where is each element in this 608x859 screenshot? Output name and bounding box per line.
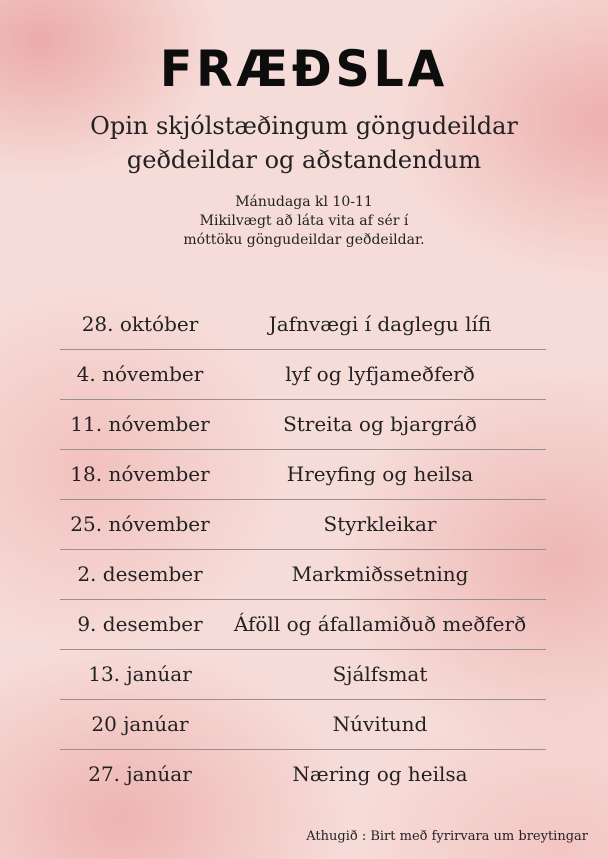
schedule-topic: Jafnvægi í daglegu lífi: [268, 312, 492, 336]
schedule-topic: Streita og bjargráð: [283, 412, 477, 436]
schedule-row: [60, 650, 546, 700]
info-line-2: Mikilvægt að láta vita af sér í: [199, 213, 409, 229]
page-title: FRÆÐSLA: [159, 40, 449, 98]
info-line-3: móttöku göngudeildar geðdeildar.: [183, 232, 425, 248]
schedule-topic: Sjálfsmat: [332, 662, 428, 686]
schedule-date: 13. janúar: [88, 662, 192, 686]
schedule-date: 2. desember: [77, 562, 203, 586]
schedule-row: [60, 500, 546, 550]
subtitle-line-1: Opin skjólstæðingum göngudeildar: [90, 112, 518, 140]
schedule-row: [60, 700, 546, 750]
schedule-row: [60, 600, 546, 650]
schedule-date: 28. október: [81, 312, 199, 336]
subtitle-line-2: geðdeildar og aðstandendum: [126, 146, 482, 174]
schedule-list: [60, 300, 546, 800]
schedule-date: 9. desember: [77, 612, 203, 636]
footnote: Athugið : Birt með fyrirvara um breytingar: [306, 829, 588, 844]
schedule-topic: Styrkleikar: [323, 512, 437, 536]
schedule-topic: Markmiðssetning: [291, 562, 469, 586]
schedule-row: [60, 300, 546, 350]
schedule-row: [60, 550, 546, 600]
schedule-topic: Núvitund: [332, 712, 428, 736]
schedule-row: [60, 350, 546, 400]
schedule-row: [60, 450, 546, 500]
schedule-date: 27. janúar: [88, 762, 192, 786]
schedule-date: 11. nóvember: [70, 412, 210, 436]
schedule-topic: Næring og heilsa: [292, 762, 468, 786]
schedule-topic: lyf og lyfjameðferð: [285, 362, 475, 386]
schedule-row: [60, 400, 546, 450]
schedule-date: 4. nóvember: [76, 362, 204, 386]
info-line-1: Mánudaga kl 10-11: [235, 194, 373, 210]
schedule-date: 25. nóvember: [70, 512, 210, 536]
schedule-date: 20 janúar: [91, 712, 189, 736]
schedule-topic: Áföll og áfallamiðuð meðferð: [233, 612, 527, 636]
schedule-row: [60, 750, 546, 800]
schedule-topic: Hreyfing og heilsa: [286, 462, 474, 486]
schedule-date: 18. nóvember: [70, 462, 210, 486]
